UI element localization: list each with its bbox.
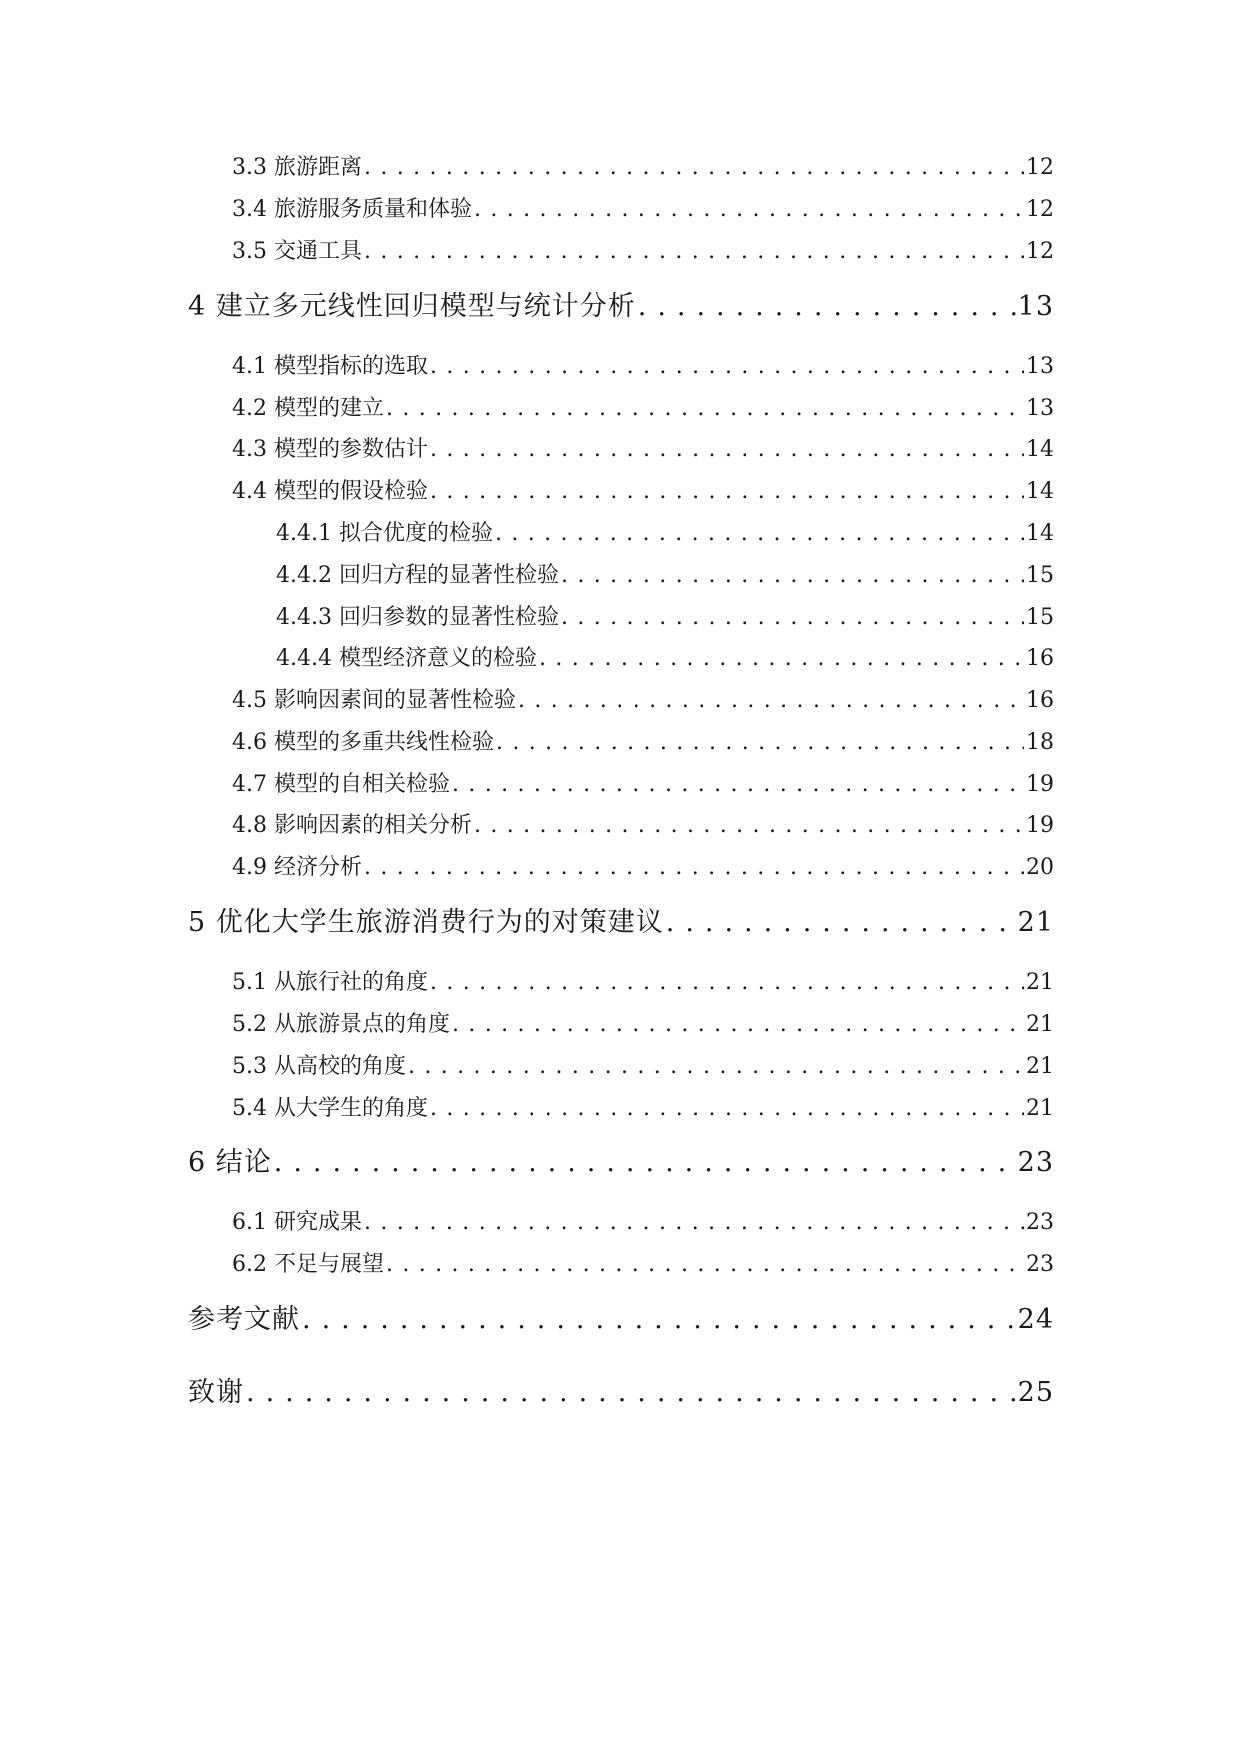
- toc-page-number: 23: [1017, 1147, 1054, 1178]
- toc-page-number: 12: [1026, 239, 1054, 264]
- toc-entry-title: 3.3 旅游距离: [232, 155, 362, 180]
- toc-page-number: 19: [1026, 813, 1054, 838]
- toc-entry-title: 4.9 经济分析: [232, 855, 362, 880]
- toc-entry-title: 4.4.2 回归方程的显著性检验: [276, 563, 559, 588]
- toc-entry-title: 4.4 模型的假设检验: [232, 479, 428, 504]
- toc-page-number: 13: [1026, 354, 1054, 379]
- toc-page-number: 13: [1026, 396, 1054, 421]
- toc-entry-title: 4.4.4 模型经济意义的检验: [276, 646, 537, 671]
- toc-entry-title: 3.5 交通工具: [232, 239, 362, 264]
- toc-dot-leader: [638, 291, 1016, 322]
- toc-dot-leader: [561, 605, 1024, 630]
- toc-entry-references[interactable]: [188, 1297, 1054, 1336]
- toc-dot-leader: [666, 907, 1016, 938]
- toc-entry-4-4[interactable]: [232, 474, 1054, 505]
- toc-page-number: 14: [1026, 521, 1054, 546]
- toc-entry-5-3[interactable]: [232, 1049, 1054, 1080]
- toc-entry-6-1[interactable]: [232, 1205, 1054, 1236]
- toc-dot-leader: [364, 855, 1024, 880]
- toc-page-number: 15: [1026, 563, 1054, 588]
- toc-page-number: 23: [1026, 1252, 1054, 1277]
- toc-page-number: 21: [1026, 970, 1054, 995]
- toc-page-number: 14: [1026, 479, 1054, 504]
- toc-dot-leader: [430, 479, 1024, 504]
- toc-entry-5-1[interactable]: [232, 965, 1054, 996]
- toc-dot-leader: [386, 396, 1024, 421]
- toc-page-number: 21: [1026, 1054, 1054, 1079]
- toc-entry-title: 6.2 不足与展望: [232, 1252, 384, 1277]
- toc-chapter-title: 参考文献: [188, 1304, 300, 1335]
- toc-page-number: 20: [1026, 855, 1054, 880]
- toc-page-number: 13: [1017, 291, 1054, 322]
- toc-page-number: 23: [1026, 1210, 1054, 1235]
- toc-page-number: 14: [1026, 437, 1054, 462]
- toc-entry-4-4-1[interactable]: [276, 516, 1054, 547]
- toc-entry-title: 4.7 模型的自相关检验: [232, 772, 450, 797]
- toc-dot-leader: [561, 563, 1024, 588]
- toc-entry-title: 6.1 研究成果: [232, 1210, 362, 1235]
- toc-dot-leader: [518, 688, 1024, 713]
- toc-entry-4-4-4[interactable]: [276, 641, 1054, 672]
- toc-entry-4-4-2[interactable]: [276, 558, 1054, 589]
- toc-entry-title: 4.1 模型指标的选取: [232, 354, 428, 379]
- toc-chapter-title: 6 结论: [188, 1147, 272, 1178]
- toc-page-number: 15: [1026, 605, 1054, 630]
- toc-entry-4-7[interactable]: [232, 767, 1054, 798]
- toc-dot-leader: [430, 970, 1024, 995]
- toc-dot-leader: [452, 772, 1024, 797]
- toc-page-number: 12: [1026, 197, 1054, 222]
- toc-entry-title: 4.4.1 拟合优度的检验: [276, 521, 493, 546]
- toc-entry-4-1[interactable]: [232, 349, 1054, 380]
- toc-dot-leader: [364, 239, 1024, 264]
- toc-entry-6-2[interactable]: [232, 1247, 1054, 1278]
- toc-entry-title: 4.6 模型的多重共线性检验: [232, 730, 494, 755]
- toc-entry-3-5[interactable]: [232, 234, 1054, 265]
- toc-dot-leader: [274, 1147, 1016, 1178]
- toc-entry-4-6[interactable]: [232, 725, 1054, 756]
- toc-entry-title: 4.3 模型的参数估计: [232, 437, 428, 462]
- toc-entry-title: 4.4.3 回归参数的显著性检验: [276, 605, 559, 630]
- toc-dot-leader: [246, 1377, 1016, 1408]
- toc-entry-acknowledgements[interactable]: [188, 1370, 1054, 1409]
- toc-dot-leader: [539, 646, 1024, 671]
- toc-entry-5-2[interactable]: [232, 1007, 1054, 1038]
- toc-entry-4-5[interactable]: [232, 683, 1054, 714]
- toc-dot-leader: [408, 1054, 1024, 1079]
- toc-chapter-title: 5 优化大学生旅游消费行为的对策建议: [188, 907, 664, 938]
- toc-entry-4-3[interactable]: [232, 432, 1054, 463]
- toc-chapter-title: 致谢: [188, 1377, 244, 1408]
- toc-entry-title: 5.1 从旅行社的角度: [232, 970, 428, 995]
- toc-entry-chapter-6[interactable]: [188, 1140, 1054, 1179]
- toc-entry-title: 5.3 从高校的角度: [232, 1054, 406, 1079]
- toc-page-number: 16: [1026, 688, 1054, 713]
- toc-entry-5-4[interactable]: [232, 1091, 1054, 1122]
- toc-entry-4-9[interactable]: [232, 850, 1054, 881]
- toc-entry-title: 4.2 模型的建立: [232, 396, 384, 421]
- toc-page-number: 18: [1026, 730, 1054, 755]
- toc-dot-leader: [430, 1096, 1024, 1121]
- toc-entry-3-4[interactable]: [232, 192, 1054, 223]
- toc-entry-chapter-5[interactable]: [188, 900, 1054, 939]
- toc-dot-leader: [495, 521, 1024, 546]
- toc-chapter-title: 4 建立多元线性回归模型与统计分析: [188, 291, 636, 322]
- toc-dot-leader: [430, 437, 1024, 462]
- toc-dot-leader: [452, 1012, 1024, 1037]
- toc-dot-leader: [430, 354, 1024, 379]
- toc-page-number: 24: [1017, 1304, 1054, 1335]
- toc-entry-3-3[interactable]: [232, 150, 1054, 181]
- toc-dot-leader: [364, 1210, 1024, 1235]
- toc-entry-title: 5.4 从大学生的角度: [232, 1096, 428, 1121]
- toc-entry-title: 4.5 影响因素间的显著性检验: [232, 688, 516, 713]
- toc-entry-4-4-3[interactable]: [276, 600, 1054, 631]
- toc-entry-chapter-4[interactable]: [188, 284, 1054, 323]
- toc-page-number: 16: [1026, 646, 1054, 671]
- toc-dot-leader: [474, 197, 1024, 222]
- toc-dot-leader: [386, 1252, 1024, 1277]
- toc-page-number: 19: [1026, 772, 1054, 797]
- toc-page-number: 25: [1017, 1377, 1054, 1408]
- toc-entry-4-8[interactable]: [232, 808, 1054, 839]
- toc-page-number: 21: [1026, 1096, 1054, 1121]
- toc-dot-leader: [364, 155, 1024, 180]
- toc-dot-leader: [302, 1304, 1016, 1335]
- toc-entry-title: 4.8 影响因素的相关分析: [232, 813, 472, 838]
- toc-entry-title: 5.2 从旅游景点的角度: [232, 1012, 450, 1037]
- toc-dot-leader: [496, 730, 1024, 755]
- toc-entry-title: 3.4 旅游服务质量和体验: [232, 197, 472, 222]
- toc-entry-4-2[interactable]: [232, 391, 1054, 422]
- toc-page-number: 21: [1017, 907, 1054, 938]
- toc-page-number: 21: [1026, 1012, 1054, 1037]
- toc-page-number: 12: [1026, 155, 1054, 180]
- toc-dot-leader: [474, 813, 1024, 838]
